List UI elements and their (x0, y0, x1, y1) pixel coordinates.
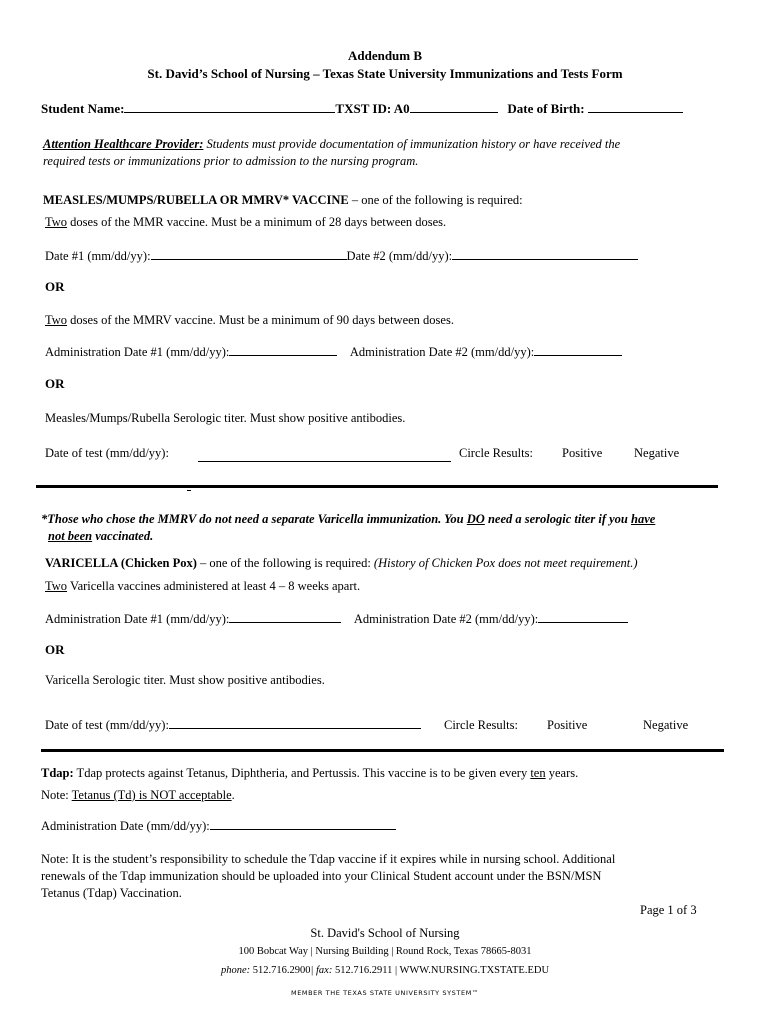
mmr-or-1: OR (45, 279, 65, 294)
txst-id-label: TXST ID: A0 (335, 101, 410, 116)
tdap-note2-line-2: renewals of the Tdap immunization should be uploaded into your Clinical Student account under the BSN/MSN (41, 869, 602, 883)
tdap-note-underlined: Tetanus (Td) is NOT acceptable (71, 788, 232, 802)
form-addendum-title: Addendum B (347, 48, 423, 63)
varicella-dates-row (45, 612, 628, 627)
mmr-test-field[interactable] (198, 461, 451, 462)
footer-fax: 512.716.2911 | WWW.NURSING.TXSTATE.EDU (332, 965, 550, 976)
divider-tick (187, 490, 191, 491)
varicella-two-label: Two (45, 579, 68, 593)
tdap-note (41, 788, 235, 803)
tdap-note-suffix: . (231, 788, 235, 802)
mmrv-admin1-label: Administration Date #1 (mm/dd/yy): (45, 345, 230, 359)
section-divider-1 (36, 485, 718, 488)
mmrv-two-label: Two (45, 313, 68, 327)
mmr-titer: Measles/Mumps/Rubella Serologic titer. Must show positive antibodies. (45, 411, 406, 425)
varicella-or: OR (45, 642, 65, 657)
mmr-date2-field[interactable] (452, 258, 638, 260)
mmr-date1-field[interactable] (151, 258, 347, 260)
footer-phone-label: phone: (220, 965, 251, 976)
txst-id-field[interactable] (410, 111, 498, 113)
varicella-titer: Varicella Serologic titer. Must show positive antibodies. (45, 673, 325, 687)
mmrv-note-text-3: vaccinated. (92, 529, 154, 543)
mmr-circle-label: Circle Results: (459, 446, 533, 460)
student-name-label: Student Name: (41, 101, 125, 116)
varicella-result-positive[interactable]: Positive (547, 718, 588, 732)
mmr-test-label: Date of test (mm/dd/yy): (45, 446, 169, 460)
mmr-option-1 (45, 215, 446, 230)
attention-label: Attention Healthcare Provider: (43, 137, 204, 151)
varicella-admin1-field[interactable] (229, 621, 341, 623)
footer-address: 100 Bobcat Way | Nursing Building | Round Rock, Texas 78665-8031 (238, 946, 532, 957)
mmrv-note-line-2 (48, 529, 153, 544)
varicella-test-row (45, 718, 421, 733)
footer-fax-label: | fax: (310, 965, 333, 976)
attention-text-1: Students must provide documentation of immunization history or have received the (203, 137, 621, 151)
mmrv-admin2-field[interactable] (534, 354, 622, 356)
mmrv-note-line-1 (41, 512, 655, 527)
tdap-note2-line-1: Note: It is the student’s responsibility to schedule the Tdap vaccine if it expires while in nursing school. Additional (41, 852, 616, 866)
mmrv-note-do: DO (466, 512, 485, 526)
section-divider-2 (41, 749, 724, 752)
tdap-desc (41, 766, 578, 781)
mmr-heading-rest: – one of the following is required: (348, 193, 523, 207)
varicella-heading-note: (History of Chicken Pox does not meet requirement.) (373, 556, 638, 570)
footer-phone: 512.716.2900 (250, 965, 311, 976)
footer-system-member: MEMBER THE TEXAS STATE UNIVERSITY SYSTEM™ (290, 989, 479, 997)
mmrv-note-have: have (631, 512, 656, 526)
tdap-desc-2: years. (545, 766, 579, 780)
tdap-admin-row (41, 819, 396, 834)
varicella-heading-title: VARICELLA (Chicken Pox) (45, 556, 197, 570)
mmr-option-2 (45, 313, 454, 328)
mmrv-admin2-label: Administration Date #2 (mm/dd/yy): (349, 345, 535, 359)
mmr-option-2-text: doses of the MMRV vaccine. Must be a minimum of 90 days between doses. (67, 313, 454, 327)
student-name-field[interactable] (124, 111, 335, 113)
mmr-result-negative[interactable]: Negative (634, 446, 680, 460)
mmr-dates-row (45, 249, 638, 264)
tdap-desc-1: Tdap protects against Tetanus, Diphtheria, and Pertussis. This vaccine is to be given every (73, 766, 531, 780)
mmrv-dates-row (45, 345, 622, 360)
mmr-option-1-text: doses of the MMR vaccine. Must be a minimum of 28 days between doses. (67, 215, 447, 229)
varicella-test-label: Date of test (mm/dd/yy): (45, 718, 169, 732)
mmr-or-2: OR (45, 376, 65, 391)
mmrv-admin1-field[interactable] (229, 354, 337, 356)
tdap-admin-label: Administration Date (mm/dd/yy): (41, 819, 210, 833)
mmr-result-positive[interactable]: Positive (562, 446, 603, 460)
tdap-admin-field[interactable] (210, 828, 396, 830)
varicella-result-negative[interactable]: Negative (643, 718, 689, 732)
student-info-row (41, 101, 683, 117)
varicella-option-1-text: Varicella vaccines administered at least 4 – 8 weeks apart. (67, 579, 361, 593)
mmr-heading (43, 193, 523, 208)
tdap-ten: ten (530, 766, 546, 780)
varicella-admin2-label: Administration Date #2 (mm/dd/yy): (353, 612, 539, 626)
form-title: St. David’s School of Nursing – Texas State University Immunizations and Tests Form (147, 66, 623, 81)
attention-line-2: required tests or immunizations prior to admission to the nursing program. (43, 154, 419, 168)
varicella-option-1 (45, 579, 360, 594)
footer-contact (0, 965, 770, 976)
page-number: Page 1 of 3 (640, 903, 697, 917)
dob-label: Date of Birth: (507, 101, 585, 116)
varicella-heading-rest: – one of the following is required: (196, 556, 374, 570)
varicella-test-field[interactable] (169, 727, 421, 729)
varicella-admin2-field[interactable] (538, 621, 628, 623)
mmr-two-label: Two (45, 215, 68, 229)
footer-school: St. David's School of Nursing (310, 926, 460, 940)
mmrv-note-text-2: need a serologic titer if you (484, 512, 631, 526)
attention-line-1 (43, 137, 620, 152)
mmr-heading-title: MEASLES/MUMPS/RUBELLA OR MMRV* VACCINE (43, 193, 349, 207)
dob-field[interactable] (588, 111, 683, 113)
tdap-note2-line-3: Tetanus (Tdap) Vaccination. (41, 886, 182, 900)
mmrv-note-text-1: *Those who chose the MMRV do not need a separate Varicella immunization. You (41, 512, 467, 526)
mmrv-note-not-been: not been (48, 529, 93, 543)
mmr-date2-label: Date #2 (mm/dd/yy): (346, 249, 453, 263)
mmr-date1-label: Date #1 (mm/dd/yy): (45, 249, 151, 263)
varicella-heading (45, 556, 638, 571)
varicella-circle-label: Circle Results: (444, 718, 518, 732)
tdap-label: Tdap: (41, 766, 74, 780)
tdap-note-prefix: Note: (41, 788, 72, 802)
varicella-admin1-label: Administration Date #1 (mm/dd/yy): (45, 612, 230, 626)
